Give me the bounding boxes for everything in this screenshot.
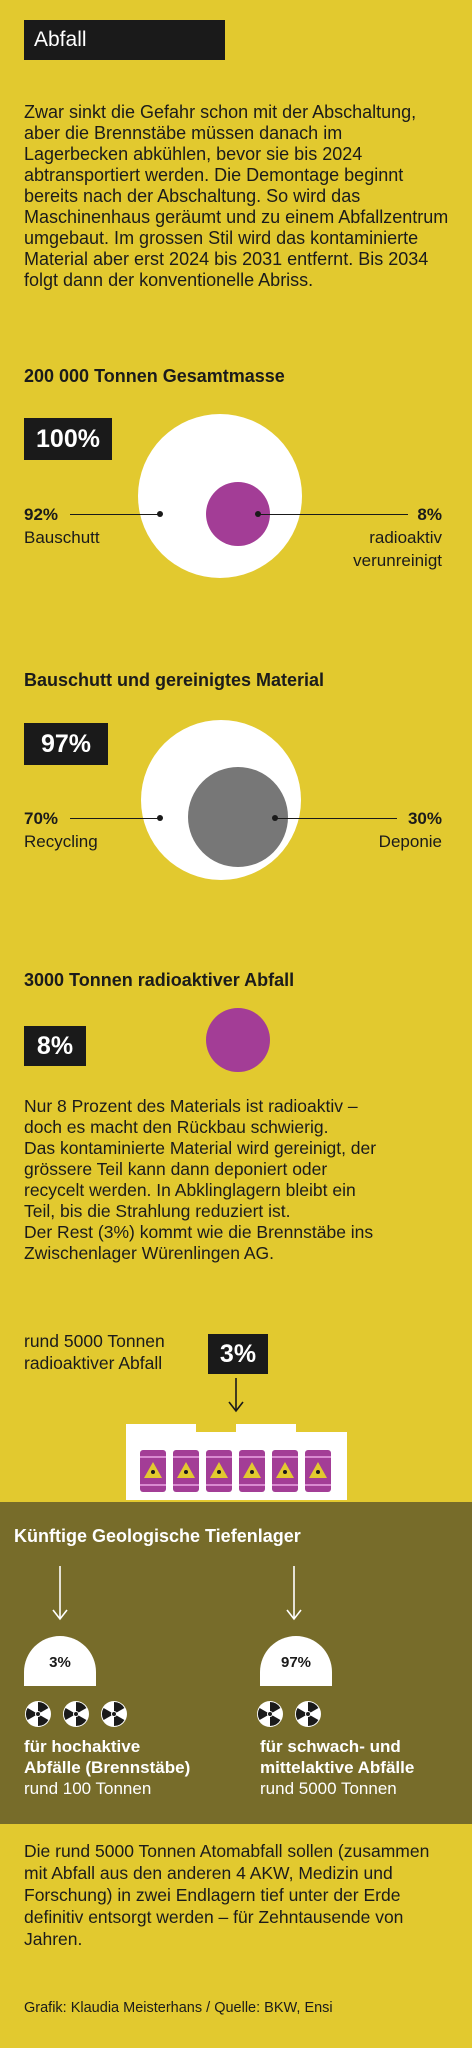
radiation-icon <box>256 1700 284 1728</box>
section1-right-label: 8% radioaktiv verunreinigt <box>353 505 442 570</box>
storage-badge: 3% <box>208 1334 268 1374</box>
section1-badge: 100% <box>24 418 112 460</box>
barrel-icon <box>305 1450 331 1492</box>
barrel-icon <box>272 1450 298 1492</box>
arrow-down-icon <box>284 1566 304 1622</box>
high-level-label: für hochaktive Abfälle (Brennstäbe) rund 100 Tonnen <box>24 1737 191 1798</box>
left-pointer-dot <box>157 511 163 517</box>
barrel-icon <box>140 1450 166 1492</box>
low-level-label: für schwach- und mittelaktive Abfälle rund 5000 Tonnen <box>260 1737 415 1798</box>
radiation-icon <box>24 1700 52 1728</box>
radiation-icon-group <box>256 1700 326 1728</box>
low-level-repository: 97% <box>260 1636 332 1686</box>
high-level-repository: 3% <box>24 1636 96 1686</box>
radiation-icon <box>294 1700 322 1728</box>
section3-heading: 3000 Tonnen radioaktiver Abfall <box>24 970 295 990</box>
recycling-pointer-dot <box>157 815 163 821</box>
storage-label: rund 5000 Tonnen radioaktiver Abfall <box>24 1331 165 1373</box>
deep-storage-panel <box>0 1502 472 1824</box>
section1-heading: 200 000 Tonnen Gesamtmasse <box>24 366 285 386</box>
arrow-down-icon <box>226 1378 246 1414</box>
barrel-icon <box>173 1450 199 1492</box>
radiation-icon <box>62 1700 90 1728</box>
section2-heading: Bauschutt und gereinigtes Material <box>24 670 325 690</box>
section2-badge: 97% <box>24 723 108 765</box>
page-title: Abfall <box>24 20 225 60</box>
landfill-pointer-dot <box>272 815 278 821</box>
barrel-icon <box>206 1450 232 1492</box>
barrel-row <box>140 1450 340 1496</box>
closing-text: Die rund 5000 Tonnen Atomabfall sollen (zusammen mit Abfall aus den anderen 4 AKW, Medizin und Forschung) in zwei Endlagern tief unter der Erde definitiv entsorgt werden – für Zehntausende von Jahren. <box>24 1841 430 1949</box>
section2-right-label: 30% Deponie <box>378 809 442 851</box>
intro-text: Zwar sinkt die Gefahr schon mit der Abschaltung, aber die Brennstäbe müssen danach im Lagerbecken abkühlen, bevor sie bis 2024 abtransportiert werden. Die Demontage beginnt bereits nach der Abschaltung. So wird das Maschinenhaus geräumt und zu einem Abfallzentrum umgebaut. Im grossen Stil wird das kontaminierte Material aber erst 2024 bis 2031 entfernt. Bis 2034 folgt dann der konventionelle Abriss. <box>24 102 449 290</box>
radioactive-waste-circle <box>206 1008 270 1072</box>
credit-line: Grafik: Klaudia Meisterhans / Quelle: BKW, Ensi <box>24 2000 333 2016</box>
barrel-icon <box>239 1450 265 1492</box>
section1-left-label: 92% Bauschutt <box>24 505 100 547</box>
section2-left-label: 70% Recycling <box>24 809 98 851</box>
section3-badge: 8% <box>24 1026 86 1066</box>
radiation-icon-group <box>24 1700 134 1728</box>
radiation-icon <box>100 1700 128 1728</box>
arrow-down-icon <box>50 1566 70 1622</box>
section3-text: Nur 8 Prozent des Materials ist radioaktiv – doch es macht den Rückbau schwierig. Das kontaminierte Material wird gereinigt, der grössere Teil kann dann deponiert oder recycelt werden. In Abklinglagern bleibt ein Teil, bis die Strahlung reduziert ist. Der Rest (3%) kommt wie die Brennstäbe ins Zwischenlager Würenlingen AG. <box>24 1096 377 1263</box>
right-pointer-dot <box>255 511 261 517</box>
deep-storage-heading: Künftige Geologische Tiefenlager <box>14 1526 301 1546</box>
